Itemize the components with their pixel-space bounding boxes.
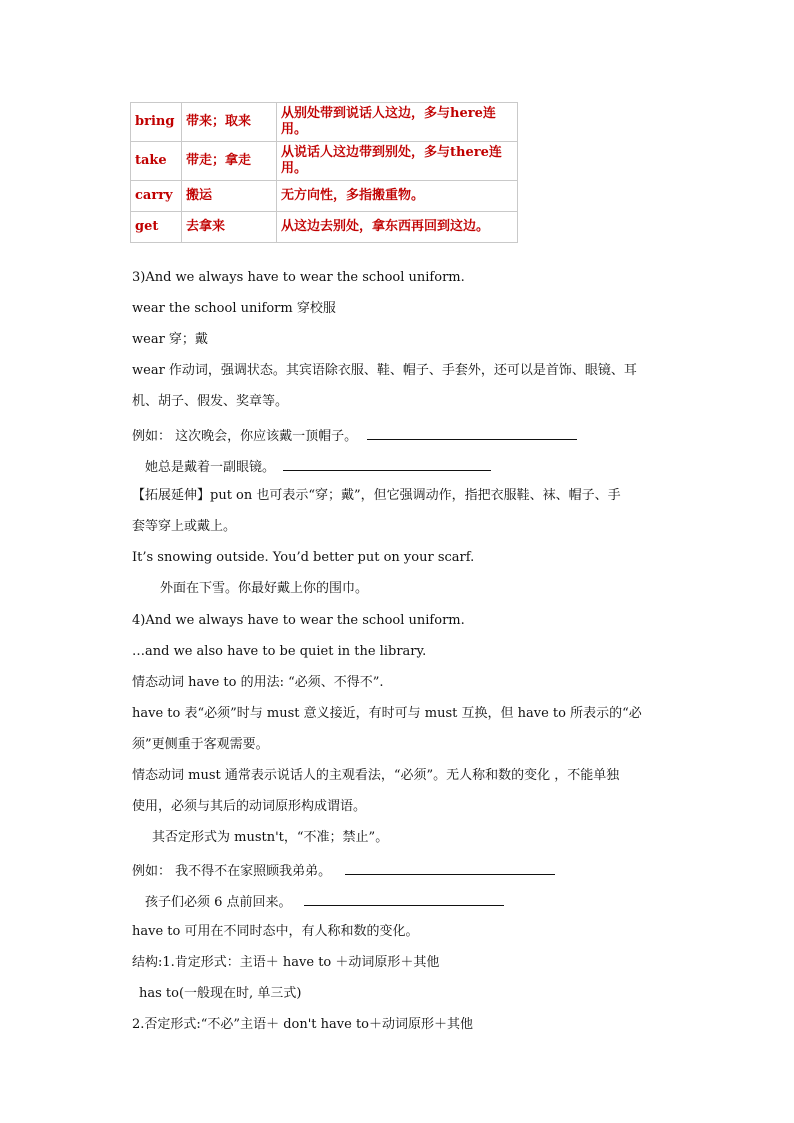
paragraph-line: 情态动词 have to 的用法: “必须、不得不”. [132, 675, 384, 690]
paragraph-line: have to 可用在不同时态中，有人称和数的变化。 [132, 924, 419, 939]
example-sentence: It’s snowing outside. You’d better put on your scarf. [132, 550, 475, 565]
table-row [131, 103, 518, 142]
exercise-prompt: 孩子们必须 6 点前回来。 [145, 895, 292, 910]
description-cell: 从别处带到说话人这边，多与here连用。 [277, 103, 518, 142]
structure-line: 2.否定形式:“不必”主语＋ don't have to＋动词原形＋其他 [132, 1017, 474, 1032]
word-cell: carry [131, 181, 182, 212]
paragraph-line: wear 作动词，强调状态。其宾语除衣服、鞋、帽子、手套外，还可以是首饰、眼镜、耳 [132, 363, 637, 378]
table-row [131, 181, 518, 212]
meaning-cell: 带走；拿走 [182, 142, 277, 181]
description-cell: 从这边去别处，拿东西再回到这边。 [277, 212, 518, 243]
paragraph-line: 其否定形式为 mustn't，“不准；禁止”。 [152, 830, 389, 845]
meaning-cell: 带来；取来 [182, 103, 277, 142]
paragraph-line: 【拓展延伸】put on 也可表示“穿；戴”，但它强调动作，指把衣服鞋、袜、帽子、手 [132, 488, 621, 503]
word-line: wear 穿；戴 [132, 332, 208, 347]
paragraph-line: have to 表“必须”时与 must 意义接近，有时可与 must 互换，但 have to 所表示的“必 [132, 706, 642, 721]
section-heading: 4)And we always have to wear the school uniform. [132, 613, 465, 628]
answer-blank[interactable] [345, 861, 555, 875]
exercise-line [132, 426, 577, 445]
description-cell: 无方向性，多指搬重物。 [277, 181, 518, 212]
description-cell: 从说话人这边带到别处，多与there连用。 [277, 142, 518, 181]
section-heading: 3)And we always have to wear the school uniform. [132, 270, 465, 285]
paragraph-line: 机、胡子、假发、奖章等。 [132, 394, 289, 409]
word-cell: take [131, 142, 182, 181]
meaning-cell: 搬运 [182, 181, 277, 212]
vocab-table [130, 102, 518, 243]
exercise-prompt: 她总是戴着一副眼镜。 [145, 460, 276, 475]
table-row [131, 142, 518, 181]
word-cell: get [131, 212, 182, 243]
paragraph-line: 套等穿上或戴上。 [132, 519, 237, 534]
exercise-prompt: 例如： 我不得不在家照顾我弟弟。 [132, 864, 332, 879]
exercise-line [145, 892, 504, 911]
answer-blank[interactable] [367, 426, 577, 440]
table-row [131, 212, 518, 243]
exercise-line [145, 457, 491, 476]
answer-blank[interactable] [304, 892, 504, 906]
phrase-line: wear the school uniform 穿校服 [132, 301, 336, 316]
paragraph-line: 情态动词 must 通常表示说话人的主观看法，“必须”。无人称和数的变化 ，不能单独 [132, 768, 620, 783]
structure-line: has to(一般现在时, 单三式) [139, 986, 302, 1001]
exercise-prompt: 例如： 这次晚会，你应该戴一顶帽子。 [132, 429, 358, 444]
answer-blank[interactable] [283, 457, 491, 471]
exercise-line [132, 861, 555, 880]
paragraph-line: 使用，必须与其后的动词原形构成谓语。 [132, 799, 367, 814]
example-sentence: …and we also have to be quiet in the library. [132, 644, 427, 659]
paragraph-line: 须”更侧重于客观需要。 [132, 737, 269, 752]
meaning-cell: 去拿来 [182, 212, 277, 243]
structure-line: 结构:1.肯定形式：主语＋ have to ＋动词原形＋其他 [132, 955, 440, 970]
word-cell: bring [131, 103, 182, 142]
example-translation: 外面在下雪。你最好戴上你的围巾。 [160, 581, 369, 596]
